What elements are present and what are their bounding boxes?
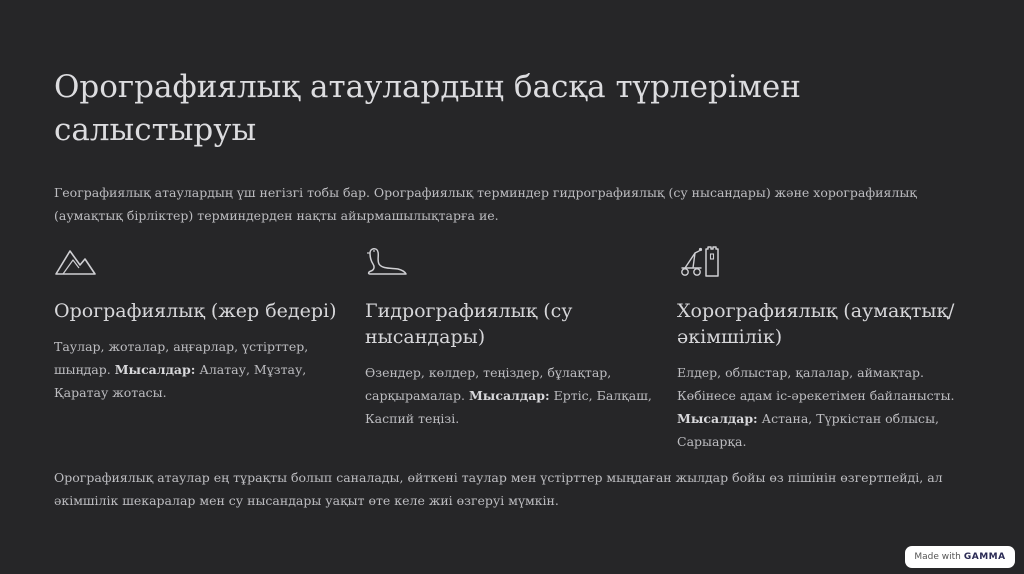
mountain-icon [54, 243, 98, 279]
conclusion-paragraph: Орографиялық атаулар ең тұрақты болып саналады, өйткені таулар мен үстірттер мыңдаған жылдар бойы өз пішінін өзгертпейді, ал әкімшілік шекаралар мен су нысандары уақыт өте келе жиі өзгеруі мүмкін. [54, 470, 943, 508]
castle-catapult-icon [677, 243, 721, 279]
slide-title: Орографиялық атаулардың басқа түрлерімен салыстыруы [54, 69, 801, 148]
badge-brand: GAMMA [963, 552, 1006, 562]
intro-paragraph: Географиялық атаулардың үш негізгі тобы бар. Орографиялық терминдер гидрографиялық (су нысандары) және хорографиялық (аумақтық бірліктер) терминдерден нақты айырмашылықтарға ие. [54, 185, 917, 223]
column-heading: Хорографиялық (аумақтық/әкімшілік) [677, 300, 955, 348]
column-heading: Гидрографиялық (су нысандары) [365, 300, 573, 348]
column-heading: Орографиялық (жер бедері) [54, 300, 337, 322]
made-with-gamma-badge[interactable] [905, 546, 1015, 568]
column-hydrographic [365, 243, 665, 426]
badge-prefix: Made with [914, 552, 961, 562]
column-orographic [54, 243, 354, 400]
otter-icon [365, 243, 409, 279]
column-chorographic [677, 243, 977, 449]
column-text: Өзендер, көлдер, теңіздер, бұлақтар, сарқырамалар. Мысалдар: Ертіс, Балқаш, Каспий теңізі. [365, 365, 652, 426]
column-text: Таулар, жоталар, аңғарлар, үстірттер, шыңдар. Мысалдар: Алатау, Мұзтау, Қаратау жотасы. [54, 339, 309, 400]
column-text: Елдер, облыстар, қалалар, аймақтар. Көбінесе адам іс-әрекетімен байланысты. Мысалдар: Астана, Түркістан облысы, Сарыарқа. [677, 365, 955, 449]
